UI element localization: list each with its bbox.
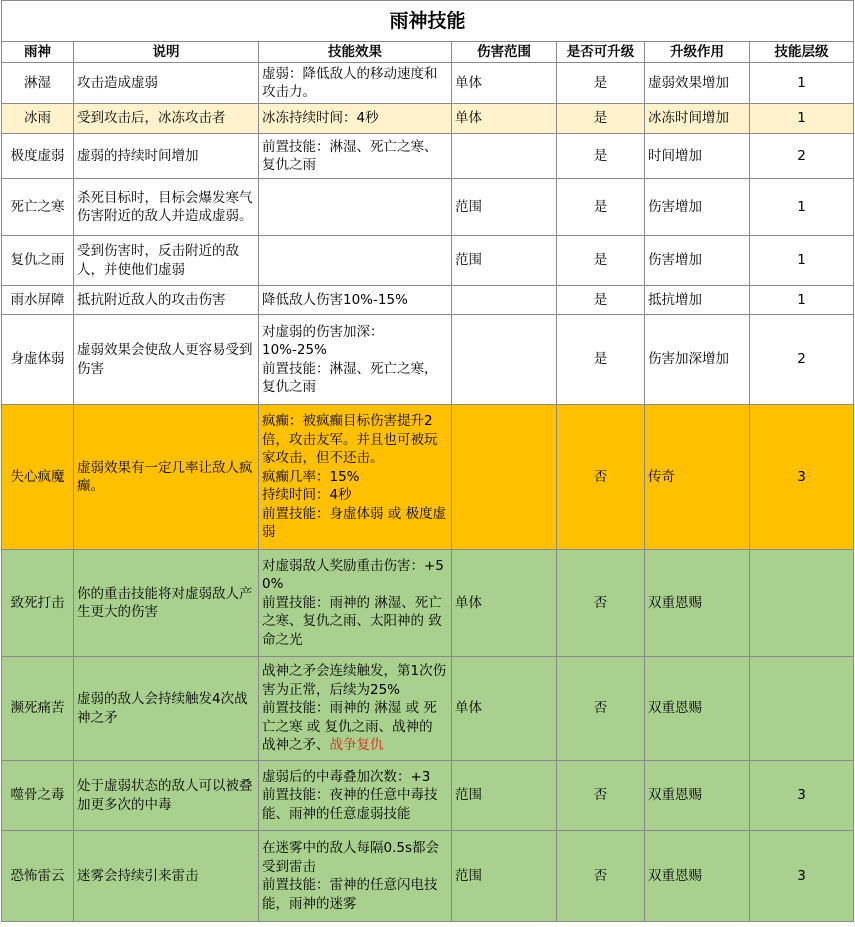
damage-range: 单体 xyxy=(452,104,557,134)
skill-level: 1 xyxy=(750,286,854,315)
skill-description: 你的重击技能将对虚弱敌人产生更大的伤害 xyxy=(74,550,259,657)
table-row xyxy=(2,761,854,831)
skill-description: 虚弱的敌人会持续触发4次战神之矛 xyxy=(74,657,259,761)
effect-line: 疯癫几率：15% xyxy=(262,468,360,485)
column-header: 是否可升级 xyxy=(557,42,645,63)
upgradable: 是 xyxy=(557,315,645,405)
table-title: 雨神技能 xyxy=(2,1,854,42)
upgradable: 是 xyxy=(557,104,645,134)
upgrade-effect: 时间增加 xyxy=(645,134,750,179)
header-row xyxy=(2,42,854,63)
effect-line: 虚弱后的中毒叠加次数：+3 xyxy=(262,768,431,785)
effect-line: 降低敌人伤害10%-15% xyxy=(262,291,408,308)
table-row xyxy=(2,134,854,179)
skill-name: 致死打击 xyxy=(2,550,74,657)
skill-description: 受到攻击后，冰冻攻击者 xyxy=(74,104,259,134)
upgrade-effect: 虚弱效果增加 xyxy=(645,63,750,104)
upgrade-effect: 抵抗增加 xyxy=(645,286,750,315)
damage-range: 单体 xyxy=(452,550,557,657)
skill-name: 失心疯魔 xyxy=(2,405,74,550)
skill-name: 淋湿 xyxy=(2,63,74,104)
damage-range: 范围 xyxy=(452,236,557,286)
skill-name: 身虚体弱 xyxy=(2,315,74,405)
skill-level: 3 xyxy=(750,405,854,550)
upgradable: 是 xyxy=(557,286,645,315)
skill-effect xyxy=(259,63,452,104)
effect-line: 疯癫：被疯癫目标伤害提升2倍，攻击友军。并且也可被玩家攻击，但不还击。 xyxy=(262,413,438,467)
table-row xyxy=(2,286,854,315)
skill-name: 雨水屏障 xyxy=(2,286,74,315)
upgrade-effect: 双重恩赐 xyxy=(645,657,750,761)
skill-name: 复仇之雨 xyxy=(2,236,74,286)
upgrade-effect: 双重恩赐 xyxy=(645,761,750,831)
skill-name: 死亡之寒 xyxy=(2,179,74,236)
damage-range: 范围 xyxy=(452,179,557,236)
damage-range: 范围 xyxy=(452,761,557,831)
effect-line: 前置技能：雨神的 淋湿、死亡之寒、复仇之雨、太阳神的 致命之光 xyxy=(262,594,442,648)
table-row xyxy=(2,104,854,134)
table-row xyxy=(2,550,854,657)
effect-line: 10%-25% xyxy=(262,342,327,358)
upgrade-effect: 传奇 xyxy=(645,405,750,550)
damage-range: 单体 xyxy=(452,63,557,104)
damage-range: 范围 xyxy=(452,831,557,922)
damage-range xyxy=(452,405,557,550)
upgrade-effect: 伤害增加 xyxy=(645,179,750,236)
effect-highlight: 战争复仇 xyxy=(329,737,384,754)
effect-line: 前置技能：身虚体弱 或 极度虚弱 xyxy=(262,505,447,541)
table-row xyxy=(2,63,854,104)
effect-line: 在迷雾中的敌人每隔0.5s都会受到雷击 xyxy=(262,840,440,875)
effect-line: 前置技能：雨神的 淋湿 或 死亡之寒 或 复仇之雨、战神的 战神之矛、 xyxy=(262,700,437,754)
skill-level: 1 xyxy=(750,63,854,104)
skill-level: 2 xyxy=(750,315,854,405)
upgradable: 否 xyxy=(557,761,645,831)
column-header: 伤害范围 xyxy=(452,42,557,63)
effect-line: 前置技能：雷神的任意闪电技能，雨神的迷雾 xyxy=(262,877,438,912)
effect-line: 对虚弱的伤害加深： xyxy=(262,323,384,340)
skill-description: 迷雾会持续引来雷击 xyxy=(74,831,259,922)
skill-effect xyxy=(259,236,452,286)
upgradable: 是 xyxy=(557,134,645,179)
skill-effect xyxy=(259,179,452,236)
skill-level xyxy=(750,550,854,657)
table-row xyxy=(2,831,854,922)
skills-table xyxy=(1,0,854,922)
upgradable: 是 xyxy=(557,236,645,286)
skill-level: 1 xyxy=(750,179,854,236)
skill-effect xyxy=(259,550,452,657)
effect-line: 前置技能：夜神的任意中毒技能、雨神的任意虚弱技能 xyxy=(262,787,438,822)
damage-range xyxy=(452,286,557,315)
upgrade-effect: 双重恩赐 xyxy=(645,831,750,922)
skill-effect xyxy=(259,286,452,315)
skill-level: 1 xyxy=(750,236,854,286)
skill-description: 受到伤害时，反击附近的敌人，并使他们虚弱 xyxy=(74,236,259,286)
upgradable: 是 xyxy=(557,63,645,104)
skill-description: 虚弱效果有一定几率让敌人疯癫。 xyxy=(74,405,259,550)
table-row xyxy=(2,315,854,405)
skill-effect xyxy=(259,104,452,134)
skill-effect xyxy=(259,657,452,761)
upgradable: 否 xyxy=(557,831,645,922)
table-row xyxy=(2,405,854,550)
table-row xyxy=(2,236,854,286)
table-row xyxy=(2,179,854,236)
column-header: 说明 xyxy=(74,42,259,63)
skill-effect xyxy=(259,831,452,922)
skill-name: 极度虚弱 xyxy=(2,134,74,179)
skill-level: 3 xyxy=(750,831,854,922)
effect-line: 前置技能：淋湿、死亡之寒，复仇之雨 xyxy=(262,360,438,395)
skill-description: 攻击造成虚弱 xyxy=(74,63,259,104)
skill-description: 虚弱的持续时间增加 xyxy=(74,134,259,179)
effect-line: 对虚弱敌人奖励重击伤害：+50% xyxy=(262,557,444,593)
damage-range xyxy=(452,315,557,405)
upgradable: 是 xyxy=(557,179,645,236)
table-row xyxy=(2,657,854,761)
skill-name: 濒死痛苦 xyxy=(2,657,74,761)
upgrade-effect: 伤害加深增加 xyxy=(645,315,750,405)
skill-effect xyxy=(259,134,452,179)
skill-description: 虚弱效果会使敌人更容易受到伤害 xyxy=(74,315,259,405)
upgrade-effect: 伤害增加 xyxy=(645,236,750,286)
upgrade-effect: 冰冻时间增加 xyxy=(645,104,750,134)
column-header: 雨神 xyxy=(2,42,74,63)
damage-range xyxy=(452,134,557,179)
effect-line: 持续时间：4秒 xyxy=(262,487,352,504)
skill-name: 恐怖雷云 xyxy=(2,831,74,922)
skill-level: 2 xyxy=(750,134,854,179)
damage-range: 单体 xyxy=(452,657,557,761)
skill-description: 杀死目标时，目标会爆发寒气伤害附近的敌人并造成虚弱。 xyxy=(74,179,259,236)
column-header: 技能层级 xyxy=(750,42,854,63)
skill-level: 1 xyxy=(750,104,854,134)
skill-description: 抵抗附近敌人的攻击伤害 xyxy=(74,286,259,315)
skill-effect xyxy=(259,405,452,550)
skill-level xyxy=(750,657,854,761)
upgradable: 否 xyxy=(557,657,645,761)
column-header: 技能效果 xyxy=(259,42,452,63)
effect-line: 虚弱：降低敌人的移动速度和攻击力。 xyxy=(262,65,438,100)
skill-effect xyxy=(259,315,452,405)
upgradable: 否 xyxy=(557,405,645,550)
upgrade-effect: 双重恩赐 xyxy=(645,550,750,657)
skill-level: 3 xyxy=(750,761,854,831)
effect-line: 战神之矛会连续触发，第1次伤害为正常，后续为25% xyxy=(262,663,447,698)
skill-name: 冰雨 xyxy=(2,104,74,134)
effect-line: 前置技能：淋湿、死亡之寒、复仇之雨 xyxy=(262,138,438,173)
upgradable: 否 xyxy=(557,550,645,657)
skill-name: 噬骨之毒 xyxy=(2,761,74,831)
skill-description: 处于虚弱状态的敌人可以被叠加更多次的中毒 xyxy=(74,761,259,831)
column-header: 升级作用 xyxy=(645,42,750,63)
skill-effect xyxy=(259,761,452,831)
effect-line: 冰冻持续时间：4秒 xyxy=(262,110,379,127)
